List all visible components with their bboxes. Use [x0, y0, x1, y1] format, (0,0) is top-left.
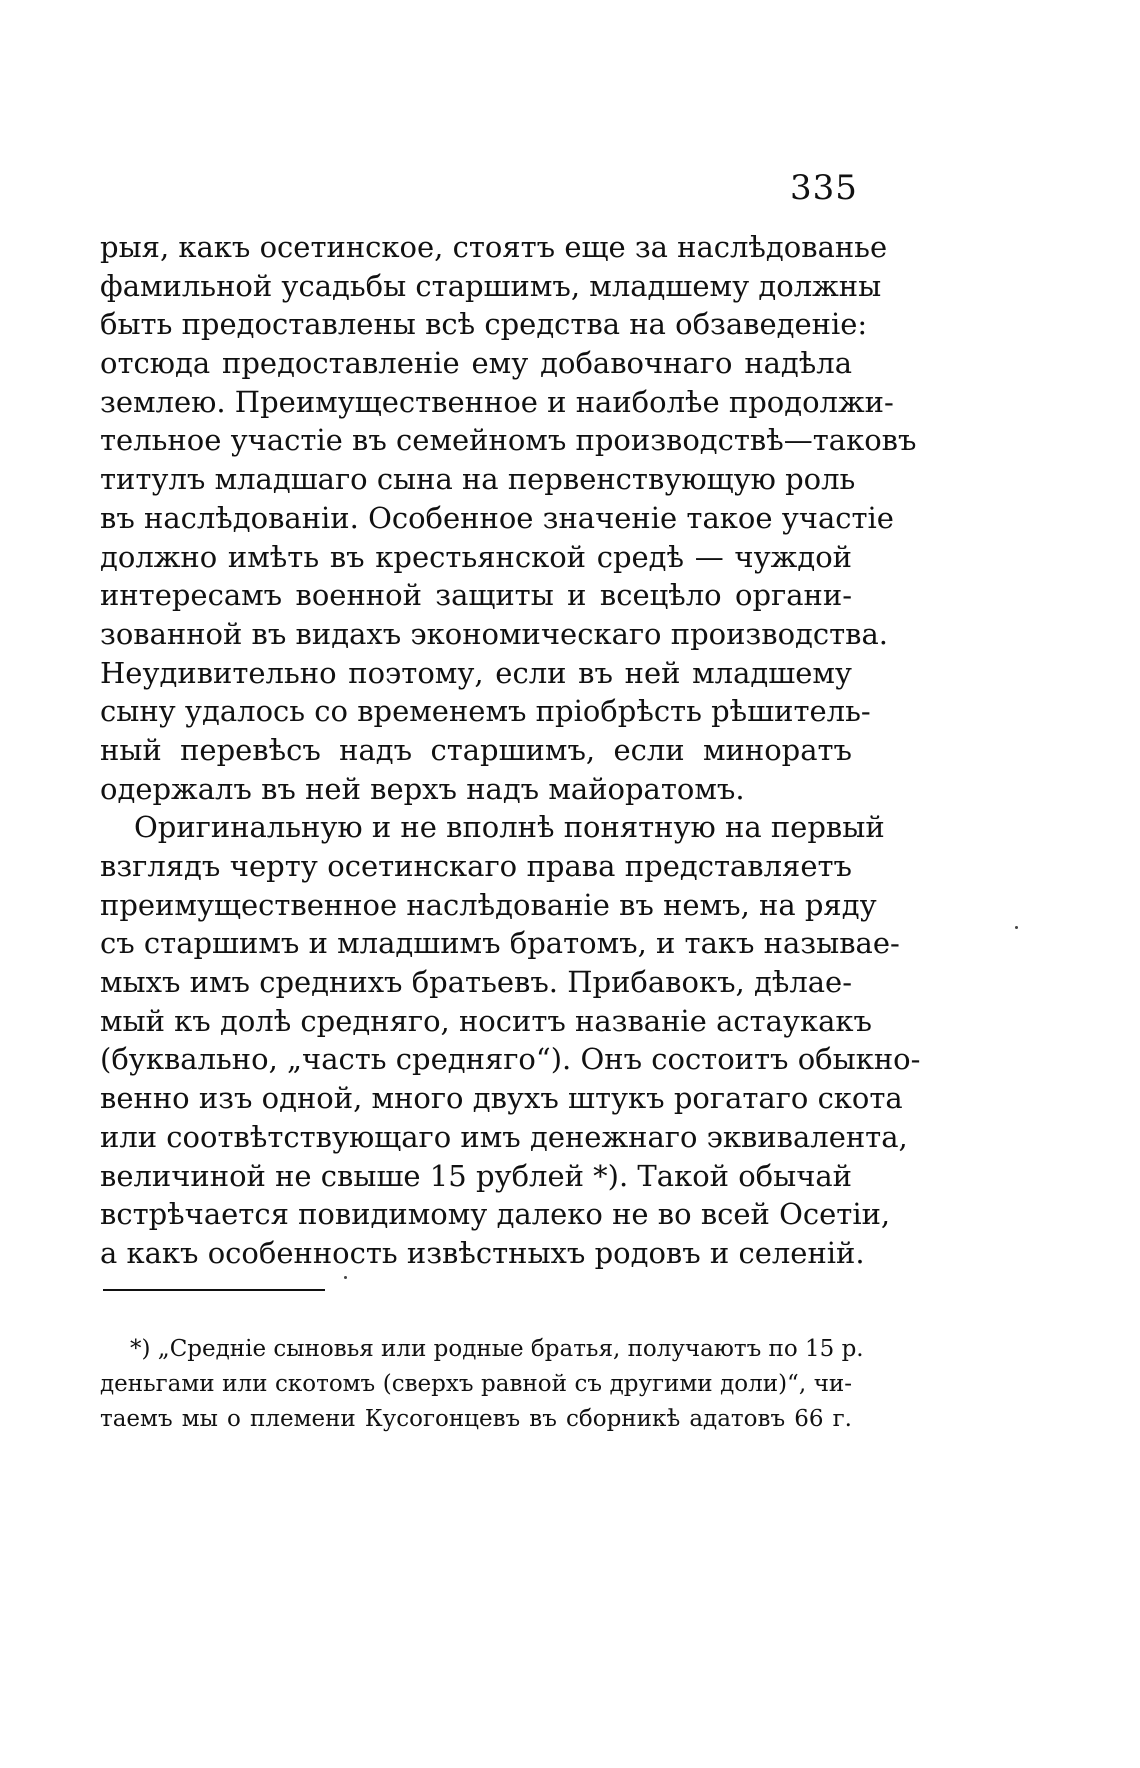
- text-line: интересамъ военной защиты и всецѣло органи-: [100, 578, 852, 613]
- text-line: взглядъ черту осетинскаго права представляетъ: [100, 849, 852, 883]
- footnote-line: деньгами или скотомъ (сверхъ равной съ другими доли)“, чи-: [100, 1371, 852, 1397]
- text-line: быть предоставлены всѣ средства на обзаведенiе:: [100, 307, 868, 342]
- text-line: венно изъ одной, много двухъ штукъ рогатаго скота: [100, 1081, 903, 1116]
- text-line: тельное участiе въ семейномъ производствѣ—таковъ: [100, 423, 917, 458]
- text-line: рыя, какъ осетинское, стоятъ еще за наслѣдованье: [100, 230, 888, 264]
- text-line: встрѣчается повидимому далеко не во всей Осетiи,: [100, 1197, 891, 1232]
- body-text: [100, 228, 921, 1273]
- text-line: въ наслѣдованiи. Особенное значенiе такое участiе: [100, 500, 894, 535]
- text-line: мыхъ имъ среднихъ братьевъ. Прибавокъ, дѣлае-: [100, 965, 852, 1000]
- footnote: [100, 1332, 864, 1437]
- paragraph-1: [100, 228, 917, 808]
- text-line: отсюда предоставленiе ему добавочнаго надѣла: [100, 346, 852, 381]
- text-line: (буквально, „часть средняго“). Онъ состоитъ обыкно-: [100, 1042, 921, 1077]
- text-line: мый къ долѣ средняго, носитъ названiе астаукакъ: [100, 1003, 872, 1038]
- text-line: фамильной усадьбы старшимъ, младшему должны: [100, 268, 882, 303]
- print-speck: [1015, 926, 1018, 929]
- footnote-line: *) „Среднiе сыновья или родные братья, получаютъ по 15 р.: [130, 1336, 864, 1362]
- text-line: титулъ младшаго сына на первенствующую роль: [100, 462, 856, 497]
- text-line: одержалъ въ ней верхъ надъ майоратомъ.: [100, 771, 745, 806]
- footnote-separator: [103, 1289, 325, 1291]
- text-line: землею. Преимущественное и наиболѣе продолжи-: [100, 384, 894, 419]
- text-line: сыну удалось со временемъ прiобрѣсть рѣшитель-: [100, 694, 871, 729]
- text-line: а какъ особенность извѣстныхъ родовъ и селенiй.: [100, 1235, 865, 1270]
- text-line: Оригинальную и не вполнѣ понятную на первый: [134, 810, 885, 845]
- print-speck: [344, 1276, 347, 1279]
- text-line: зованной въ видахъ экономическаго производства.: [100, 616, 888, 651]
- paragraph-2: [100, 808, 921, 1272]
- text-line: съ старшимъ и младшимъ братомъ, и такъ называе-: [100, 926, 900, 961]
- text-line: должно имѣть въ крестьянской средѣ — чуждой: [100, 539, 852, 574]
- text-line: преимущественное наслѣдованiе въ немъ, на ряду: [100, 887, 877, 922]
- text-line: Неудивительно поэтому, если въ ней младшему: [100, 655, 852, 690]
- text-line: или соотвѣтствующаго имъ денежнаго эквивалента,: [100, 1119, 908, 1154]
- text-line: величиной не свыше 15 рублей *). Такой обычай: [100, 1158, 852, 1193]
- text-line: ный перевѣсъ надъ старшимъ, если миноратъ: [100, 732, 852, 767]
- page-number: 335: [790, 168, 858, 208]
- footnote-line: таемъ мы о племени Кусогонцевъ въ сборникѣ адатовъ 66 г.: [100, 1406, 852, 1432]
